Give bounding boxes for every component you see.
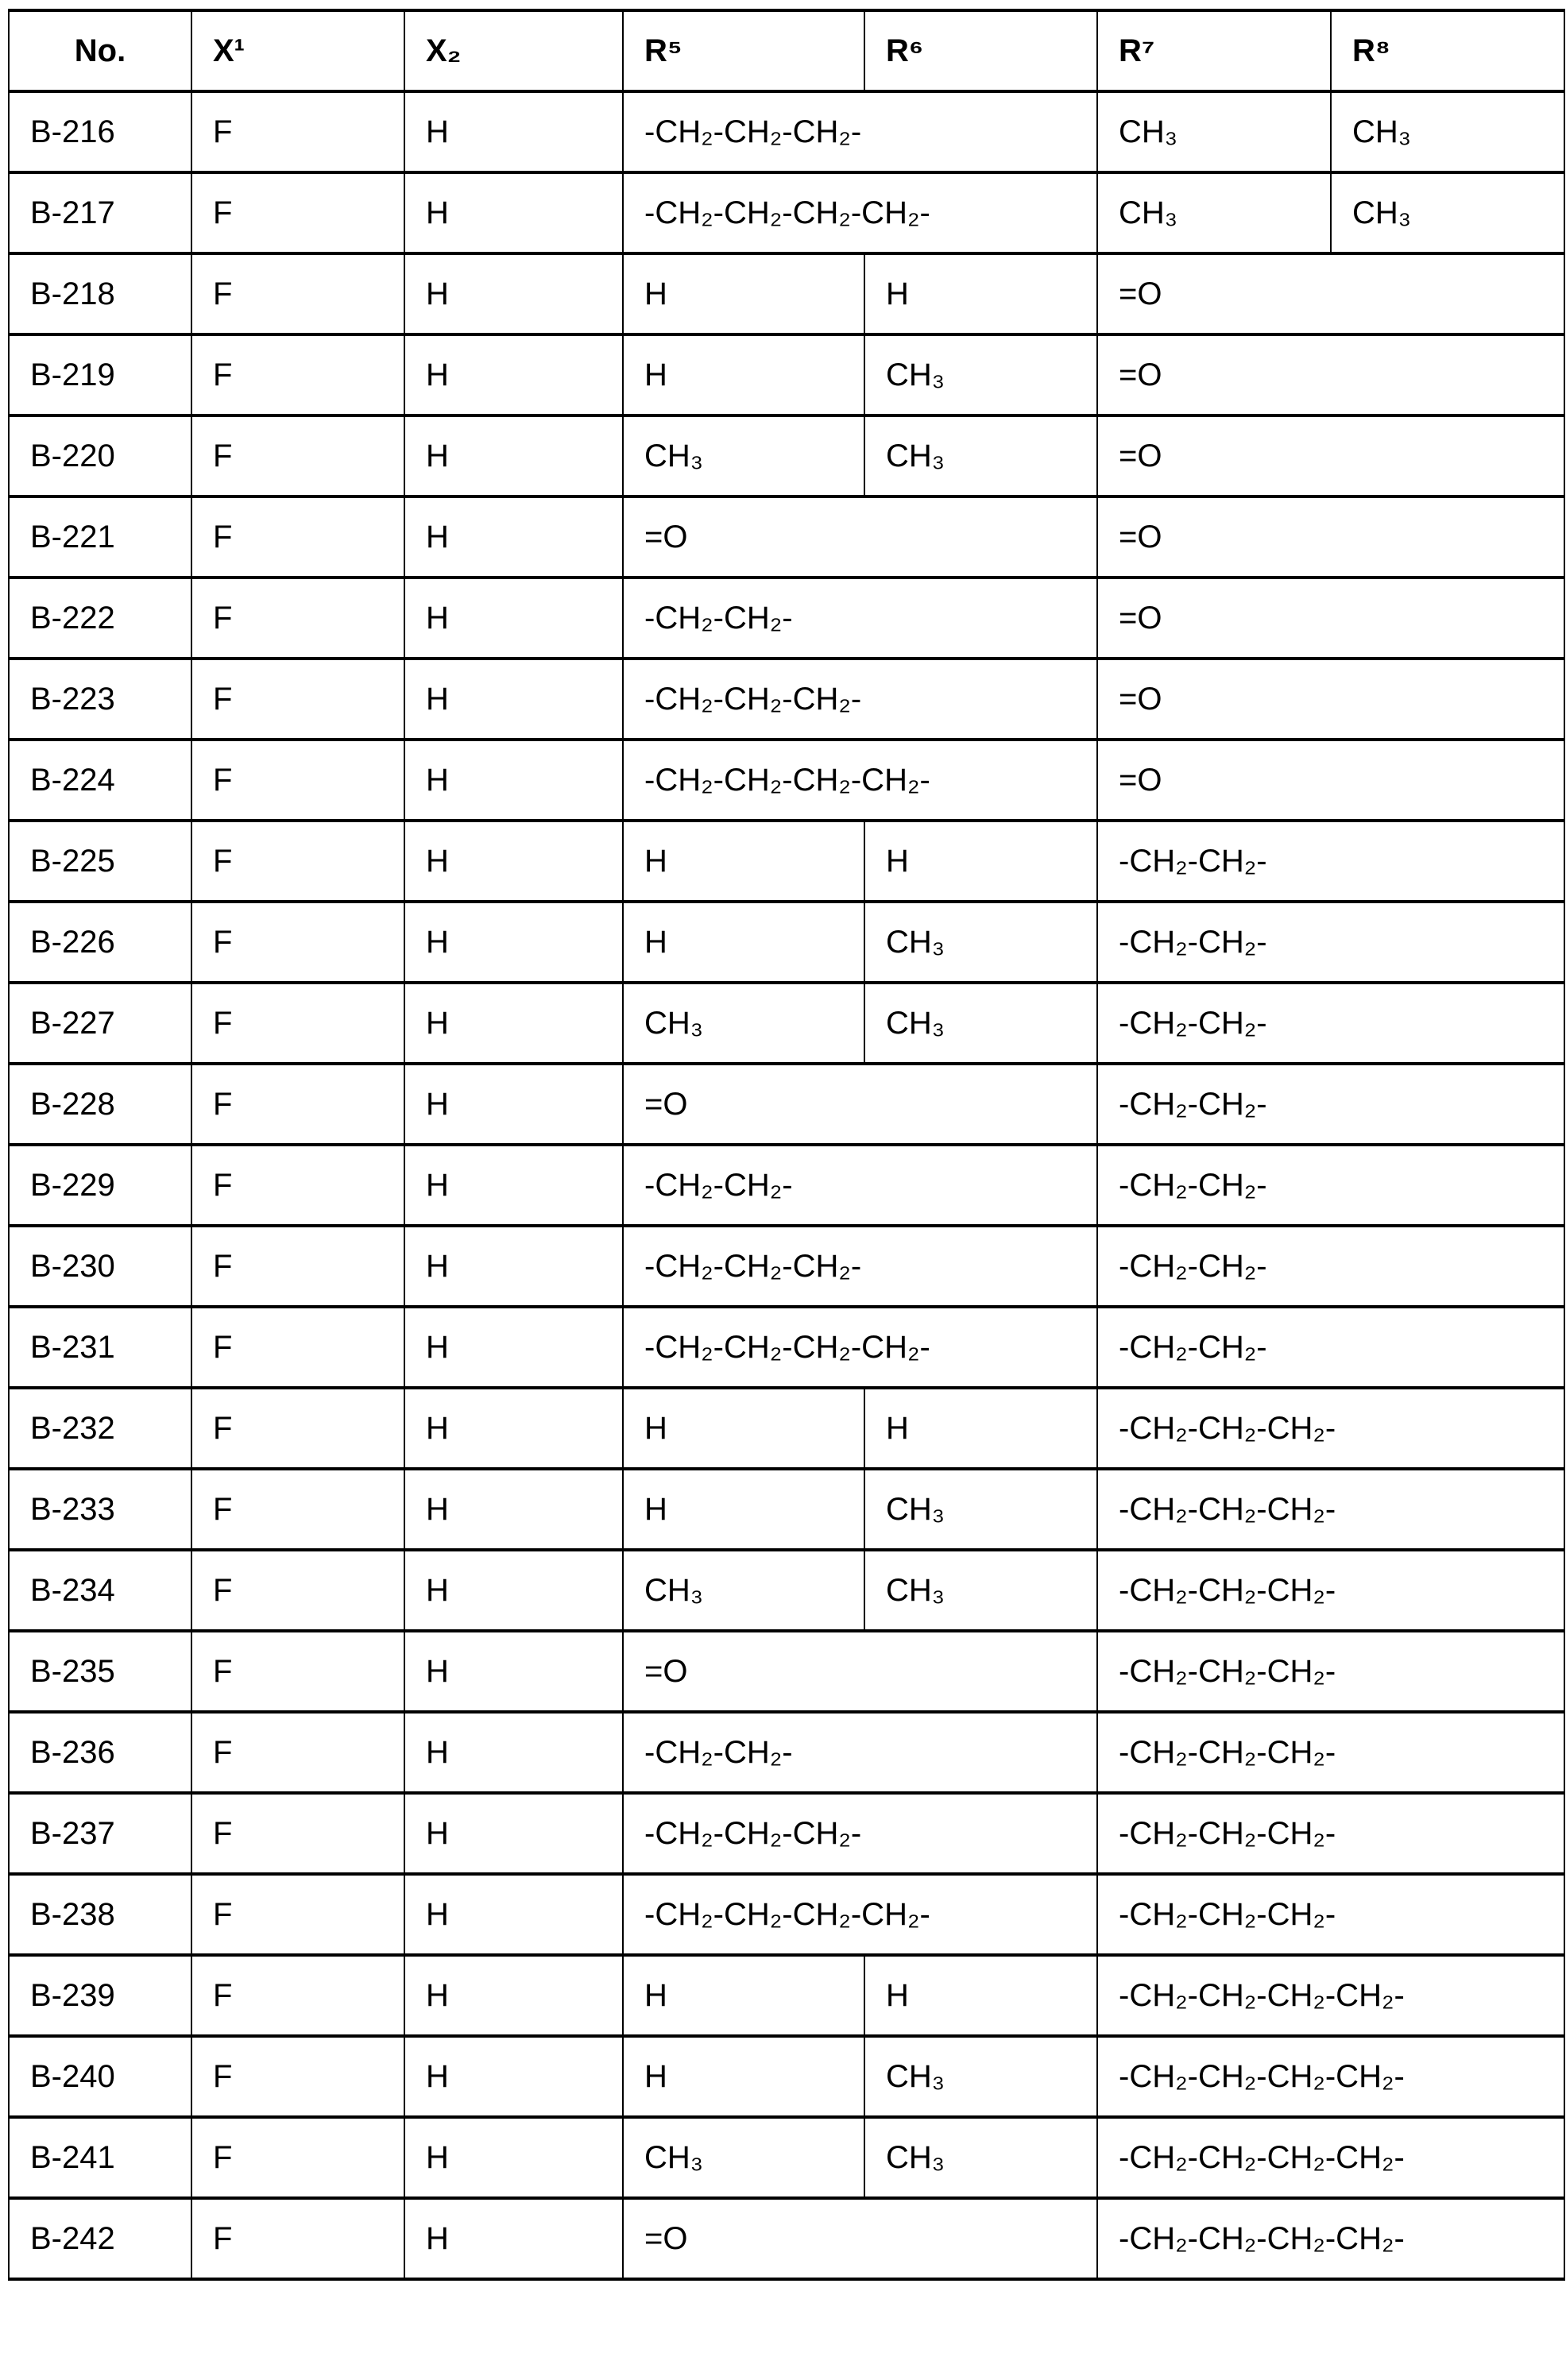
cell-x1: F xyxy=(191,983,404,1064)
cell-r5-r6: -CH₂-CH₂-CH₂-CH₂- xyxy=(623,172,1097,253)
cell-r7-r8: -CH₂-CH₂- xyxy=(1097,1307,1564,1388)
cell-r5-r6: -CH₂-CH₂-CH₂-CH₂- xyxy=(623,740,1097,821)
cell-r6: H xyxy=(864,253,1097,334)
cell-no: B-237 xyxy=(9,1793,191,1874)
cell-no: B-238 xyxy=(9,1874,191,1955)
cell-r5-r6: =O xyxy=(623,496,1097,578)
table-row xyxy=(9,1712,1564,1793)
table-row xyxy=(9,172,1564,253)
cell-no: B-240 xyxy=(9,2036,191,2117)
cell-x1: F xyxy=(191,1388,404,1469)
cell-r7-r8: -CH₂-CH₂-CH₂- xyxy=(1097,1388,1564,1469)
cell-x1: F xyxy=(191,415,404,496)
table-row xyxy=(9,1793,1564,1874)
cell-r5-r6: -CH₂-CH₂-CH₂- xyxy=(623,1793,1097,1874)
table-row xyxy=(9,2198,1564,2279)
cell-no: B-218 xyxy=(9,253,191,334)
cell-x1: F xyxy=(191,1955,404,2036)
cell-x2: H xyxy=(404,983,623,1064)
cell-r5: CH₃ xyxy=(623,983,864,1064)
cell-r6: H xyxy=(864,1388,1097,1469)
cell-no: B-227 xyxy=(9,983,191,1064)
cell-r7-r8: -CH₂-CH₂-CH₂- xyxy=(1097,1469,1564,1550)
cell-no: B-226 xyxy=(9,902,191,983)
cell-r7-r8: =O xyxy=(1097,334,1564,415)
cell-r7-r8: -CH₂-CH₂-CH₂-CH₂- xyxy=(1097,1955,1564,2036)
cell-r7-r8: -CH₂-CH₂- xyxy=(1097,821,1564,902)
cell-x1: F xyxy=(191,1226,404,1307)
cell-x2: H xyxy=(404,740,623,821)
cell-r6: CH₃ xyxy=(864,1550,1097,1631)
table-row xyxy=(9,91,1564,172)
cell-no: B-230 xyxy=(9,1226,191,1307)
cell-r7-r8: =O xyxy=(1097,496,1564,578)
cell-r7-r8: -CH₂-CH₂-CH₂- xyxy=(1097,1874,1564,1955)
cell-x1: F xyxy=(191,821,404,902)
cell-r5-r6: -CH₂-CH₂- xyxy=(623,578,1097,659)
cell-r5: H xyxy=(623,2036,864,2117)
cell-no: B-232 xyxy=(9,1388,191,1469)
table-row xyxy=(9,1469,1564,1550)
table-row xyxy=(9,415,1564,496)
cell-x1: F xyxy=(191,2117,404,2198)
cell-r7-r8: -CH₂-CH₂-CH₂- xyxy=(1097,1631,1564,1712)
cell-no: B-222 xyxy=(9,578,191,659)
cell-x1: F xyxy=(191,2036,404,2117)
cell-x2: H xyxy=(404,253,623,334)
cell-x1: F xyxy=(191,1064,404,1145)
cell-x2: H xyxy=(404,578,623,659)
cell-r5: CH₃ xyxy=(623,1550,864,1631)
cell-x2: H xyxy=(404,172,623,253)
cell-x2: H xyxy=(404,1955,623,2036)
cell-x1: F xyxy=(191,253,404,334)
cell-x1: F xyxy=(191,1631,404,1712)
table-row xyxy=(9,334,1564,415)
header-no: No. xyxy=(9,10,191,91)
cell-x2: H xyxy=(404,91,623,172)
cell-r7-r8: -CH₂-CH₂- xyxy=(1097,1064,1564,1145)
table-row xyxy=(9,253,1564,334)
cell-r7: CH₃ xyxy=(1097,172,1331,253)
cell-x1: F xyxy=(191,1550,404,1631)
cell-r5: H xyxy=(623,253,864,334)
table-row xyxy=(9,1874,1564,1955)
header-x2: X₂ xyxy=(404,10,623,91)
cell-r5-r6: =O xyxy=(623,1631,1097,1712)
cell-r6: CH₃ xyxy=(864,2117,1097,2198)
cell-no: B-220 xyxy=(9,415,191,496)
cell-x2: H xyxy=(404,902,623,983)
cell-r7-r8: -CH₂-CH₂- xyxy=(1097,983,1564,1064)
cell-x2: H xyxy=(404,1388,623,1469)
cell-r7-r8: =O xyxy=(1097,740,1564,821)
cell-r6: CH₃ xyxy=(864,2036,1097,2117)
cell-r5-r6: -CH₂-CH₂-CH₂- xyxy=(623,91,1097,172)
cell-x2: H xyxy=(404,1469,623,1550)
cell-no: B-234 xyxy=(9,1550,191,1631)
cell-r5-r6: =O xyxy=(623,2198,1097,2279)
cell-x1: F xyxy=(191,578,404,659)
header-row xyxy=(9,10,1564,91)
table-row xyxy=(9,1226,1564,1307)
cell-r8: CH₃ xyxy=(1331,91,1564,172)
cell-r7-r8: -CH₂-CH₂- xyxy=(1097,902,1564,983)
cell-no: B-216 xyxy=(9,91,191,172)
table-row xyxy=(9,578,1564,659)
cell-r5-r6: -CH₂-CH₂-CH₂-CH₂- xyxy=(623,1874,1097,1955)
cell-r7-r8: -CH₂-CH₂-CH₂- xyxy=(1097,1550,1564,1631)
cell-r7-r8: -CH₂-CH₂- xyxy=(1097,1145,1564,1226)
cell-r6: CH₃ xyxy=(864,1469,1097,1550)
cell-no: B-221 xyxy=(9,496,191,578)
header-r5: R⁵ xyxy=(623,10,864,91)
compound-table xyxy=(8,9,1565,2281)
cell-r5-r6: -CH₂-CH₂-CH₂- xyxy=(623,659,1097,740)
cell-r6: H xyxy=(864,821,1097,902)
cell-r6: CH₃ xyxy=(864,334,1097,415)
cell-x2: H xyxy=(404,821,623,902)
table-row xyxy=(9,2036,1564,2117)
cell-x2: H xyxy=(404,334,623,415)
cell-x2: H xyxy=(404,1631,623,1712)
cell-x2: H xyxy=(404,1793,623,1874)
cell-r5-r6: =O xyxy=(623,1064,1097,1145)
table-row xyxy=(9,659,1564,740)
cell-r7-r8: =O xyxy=(1097,415,1564,496)
cell-x2: H xyxy=(404,2117,623,2198)
cell-r5: CH₃ xyxy=(623,415,864,496)
cell-r7-r8: -CH₂-CH₂-CH₂-CH₂- xyxy=(1097,2198,1564,2279)
cell-r5: H xyxy=(623,1955,864,2036)
table-row xyxy=(9,1955,1564,2036)
table-row xyxy=(9,740,1564,821)
table-body xyxy=(9,91,1564,2279)
cell-x2: H xyxy=(404,1874,623,1955)
cell-r7: CH₃ xyxy=(1097,91,1331,172)
cell-no: B-223 xyxy=(9,659,191,740)
cell-x2: H xyxy=(404,1145,623,1226)
cell-no: B-229 xyxy=(9,1145,191,1226)
cell-x1: F xyxy=(191,172,404,253)
cell-x1: F xyxy=(191,740,404,821)
cell-x2: H xyxy=(404,496,623,578)
cell-r5-r6: -CH₂-CH₂- xyxy=(623,1712,1097,1793)
table-row xyxy=(9,1064,1564,1145)
cell-x1: F xyxy=(191,496,404,578)
cell-r5: H xyxy=(623,1469,864,1550)
cell-no: B-239 xyxy=(9,1955,191,2036)
cell-x1: F xyxy=(191,902,404,983)
cell-r7-r8: =O xyxy=(1097,253,1564,334)
cell-r7-r8: =O xyxy=(1097,578,1564,659)
cell-x1: F xyxy=(191,1793,404,1874)
cell-r5: CH₃ xyxy=(623,2117,864,2198)
cell-r5: H xyxy=(623,334,864,415)
cell-no: B-217 xyxy=(9,172,191,253)
cell-no: B-228 xyxy=(9,1064,191,1145)
cell-x2: H xyxy=(404,1307,623,1388)
cell-x1: F xyxy=(191,1307,404,1388)
cell-r5-r6: -CH₂-CH₂-CH₂-CH₂- xyxy=(623,1307,1097,1388)
cell-r7-r8: -CH₂-CH₂-CH₂-CH₂- xyxy=(1097,2117,1564,2198)
cell-x1: F xyxy=(191,334,404,415)
cell-r7-r8: -CH₂-CH₂-CH₂-CH₂- xyxy=(1097,2036,1564,2117)
cell-x1: F xyxy=(191,659,404,740)
table-row xyxy=(9,1145,1564,1226)
cell-x2: H xyxy=(404,2198,623,2279)
header-r6: R⁶ xyxy=(864,10,1097,91)
cell-no: B-236 xyxy=(9,1712,191,1793)
table-row xyxy=(9,983,1564,1064)
cell-x2: H xyxy=(404,1226,623,1307)
cell-no: B-241 xyxy=(9,2117,191,2198)
cell-x1: F xyxy=(191,1712,404,1793)
cell-no: B-231 xyxy=(9,1307,191,1388)
table-row xyxy=(9,1550,1564,1631)
cell-x1: F xyxy=(191,2198,404,2279)
header-r8: R⁸ xyxy=(1331,10,1564,91)
cell-no: B-219 xyxy=(9,334,191,415)
table-row xyxy=(9,1307,1564,1388)
cell-r7-r8: -CH₂-CH₂- xyxy=(1097,1226,1564,1307)
cell-no: B-225 xyxy=(9,821,191,902)
cell-r6: CH₃ xyxy=(864,415,1097,496)
table-row xyxy=(9,1388,1564,1469)
cell-r8: CH₃ xyxy=(1331,172,1564,253)
cell-x2: H xyxy=(404,1064,623,1145)
cell-x2: H xyxy=(404,1550,623,1631)
table-row xyxy=(9,496,1564,578)
cell-r5: H xyxy=(623,1388,864,1469)
table-row xyxy=(9,2117,1564,2198)
table-row xyxy=(9,821,1564,902)
cell-r5-r6: -CH₂-CH₂- xyxy=(623,1145,1097,1226)
header-x1: X¹ xyxy=(191,10,404,91)
cell-r7-r8: -CH₂-CH₂-CH₂- xyxy=(1097,1793,1564,1874)
cell-r5: H xyxy=(623,902,864,983)
cell-x1: F xyxy=(191,91,404,172)
cell-no: B-235 xyxy=(9,1631,191,1712)
table-row xyxy=(9,1631,1564,1712)
cell-r6: H xyxy=(864,1955,1097,2036)
cell-no: B-233 xyxy=(9,1469,191,1550)
cell-r6: CH₃ xyxy=(864,902,1097,983)
cell-x2: H xyxy=(404,415,623,496)
cell-x2: H xyxy=(404,659,623,740)
cell-no: B-224 xyxy=(9,740,191,821)
cell-x2: H xyxy=(404,2036,623,2117)
cell-r7-r8: -CH₂-CH₂-CH₂- xyxy=(1097,1712,1564,1793)
cell-x1: F xyxy=(191,1874,404,1955)
cell-r7-r8: =O xyxy=(1097,659,1564,740)
cell-x2: H xyxy=(404,1712,623,1793)
cell-x1: F xyxy=(191,1469,404,1550)
cell-x1: F xyxy=(191,1145,404,1226)
cell-r5-r6: -CH₂-CH₂-CH₂- xyxy=(623,1226,1097,1307)
header-r7: R⁷ xyxy=(1097,10,1331,91)
cell-no: B-242 xyxy=(9,2198,191,2279)
cell-r6: CH₃ xyxy=(864,983,1097,1064)
cell-r5: H xyxy=(623,821,864,902)
table-row xyxy=(9,902,1564,983)
